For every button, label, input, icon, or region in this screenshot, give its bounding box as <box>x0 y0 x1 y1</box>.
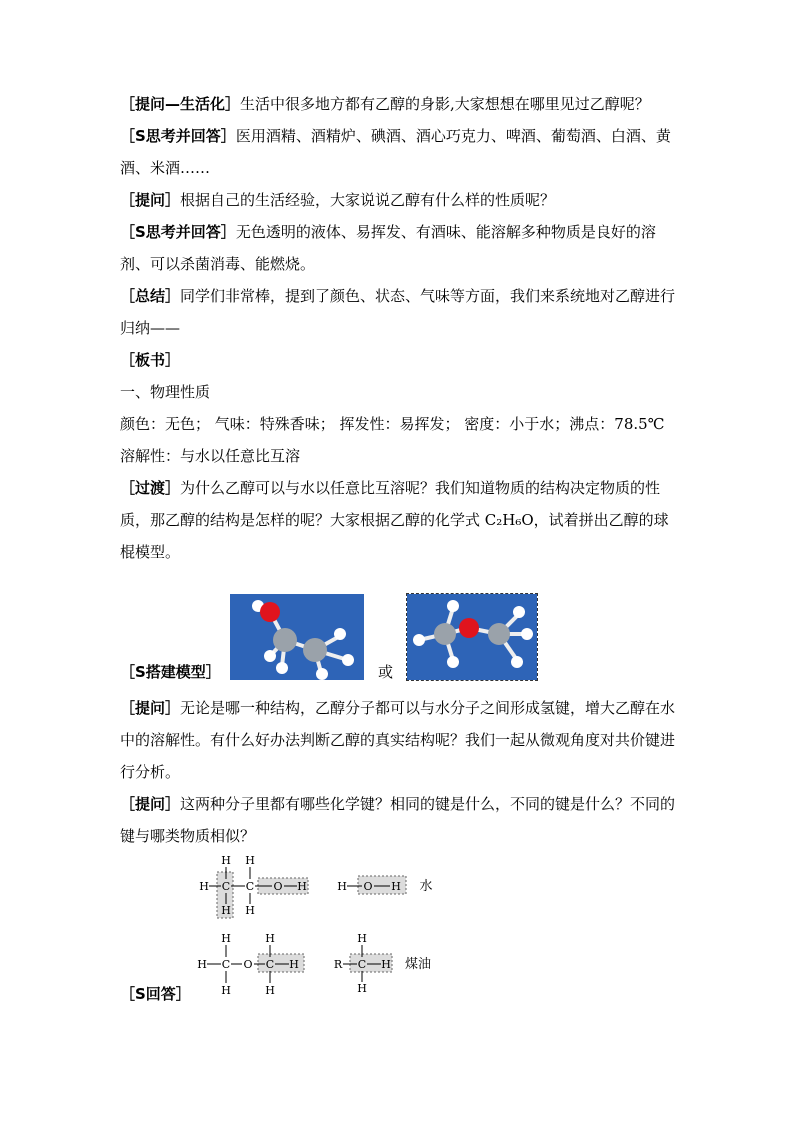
atom-label: C <box>221 880 231 893</box>
atom-label: H <box>245 854 255 867</box>
structural-formula-diagram <box>190 850 450 1000</box>
atom-label: H <box>197 958 207 971</box>
paragraph-tag: ［总结］ <box>120 287 181 305</box>
model-label: ［S搭建模型］ <box>120 663 221 681</box>
atom-label: C <box>265 958 275 971</box>
paragraph-tag: ［板书］ <box>120 351 181 369</box>
paragraph-tag: ［S思考并回答］ <box>120 127 236 145</box>
paragraph-body: 无论是哪一种结构，乙醇分子都可以与水分子之间形成氢键，增大乙醇在水中的溶解性。有什么好办法判断乙醇的真实结构呢？我们一起从微观角度对共价键进行分析。 <box>120 699 676 781</box>
paragraph-body: 为什么乙醇可以与水以任意比互溶呢？我们知道物质的结构决定物质的性质，那乙醇的结构是怎样的呢？大家根据乙醇的化学式 C₂H₆O，试着拼出乙醇的球棍模型。 <box>120 479 669 561</box>
atom-label: H <box>265 932 275 945</box>
atom-label: O <box>273 880 283 893</box>
paragraph-6 <box>120 344 680 376</box>
ethanol-model-image <box>230 594 364 680</box>
atom-label: O <box>243 958 253 971</box>
paragraph-body: 无色透明的液体、易挥发、有酒味、能溶解多种物质是良好的溶剂、可以杀菌消毒、能燃烧。 <box>120 223 656 273</box>
paragraph-5 <box>120 280 680 344</box>
kerosene-label: 煤油 <box>404 957 432 972</box>
atom-label: H <box>391 880 401 893</box>
paragraph-3 <box>120 184 680 216</box>
atom-label: O <box>363 880 373 893</box>
paragraph-tag: ［提问］ <box>120 699 181 717</box>
atom-label: H <box>221 984 231 997</box>
paragraph-tag: ［提问］ <box>120 795 181 813</box>
paragraph-body: 一、物理性质 <box>120 383 211 401</box>
paragraph-body: 根据自己的生活经验，大家说说乙醇有什么样的性质呢？ <box>180 191 556 209</box>
atom-label: C <box>357 958 367 971</box>
atom-label: H <box>221 854 231 867</box>
paragraph-transition <box>120 472 680 568</box>
paragraph-body: 这两种分子里都有哪些化学键？相同的键是什么，不同的键是什么？不同的键与哪类物质相似？ <box>120 795 676 845</box>
atom-label: H <box>221 932 231 945</box>
atom-label: H <box>357 982 367 995</box>
water-label: 水 <box>419 879 433 894</box>
lesson-text-2 <box>120 692 680 852</box>
paragraph-question-2 <box>120 788 680 852</box>
paragraph-body: 颜色：无色； 气味：特殊香味； 挥发性：易挥发； 密度：小于水；沸点：78.5℃ <box>120 415 665 433</box>
answer-label: ［S回答］ <box>120 985 191 1003</box>
atom-label: H <box>289 958 299 971</box>
paragraph-tag: ［过渡］ <box>120 479 181 497</box>
section-heading <box>120 376 680 408</box>
lesson-text <box>120 88 680 568</box>
paragraph-1 <box>120 88 680 120</box>
atom-label: R <box>333 958 343 971</box>
properties-line <box>120 408 680 440</box>
atom-label: H <box>357 932 367 945</box>
or-text: 或 <box>378 663 394 681</box>
paragraph-4 <box>120 216 680 280</box>
paragraph-body: 医用酒精、酒精炉、碘酒、酒心巧克力、啤酒、葡萄酒、白酒、黄酒、米酒…… <box>120 127 671 177</box>
solubility-line <box>120 440 680 472</box>
atom-label: H <box>199 880 209 893</box>
atom-label: H <box>221 904 231 917</box>
atom-label: H <box>245 904 255 917</box>
paragraph-body: 同学们非常棒，提到了颜色、状态、气味等方面，我们来系统地对乙醇进行归纳—— <box>120 287 676 337</box>
atom-label: H <box>297 880 307 893</box>
paragraph-tag: ［提问—生活化］ <box>120 95 241 113</box>
dimethyl-ether-model-image <box>407 594 537 680</box>
atom-label: C <box>221 958 231 971</box>
atom-label: C <box>245 880 255 893</box>
paragraph-body: 溶解性：与水以任意比互溶 <box>120 447 301 465</box>
atom-label: H <box>381 958 391 971</box>
paragraph-body: 生活中很多地方都有乙醇的身影,大家想想在哪里见过乙醇呢？ <box>240 95 650 113</box>
paragraph-tag: ［提问］ <box>120 191 181 209</box>
model-row <box>120 594 680 686</box>
atom-label: H <box>265 984 275 997</box>
paragraph-tag: ［S思考并回答］ <box>120 223 236 241</box>
paragraph-question-1 <box>120 692 680 788</box>
paragraph-2 <box>120 120 680 184</box>
atom-label: H <box>337 880 347 893</box>
